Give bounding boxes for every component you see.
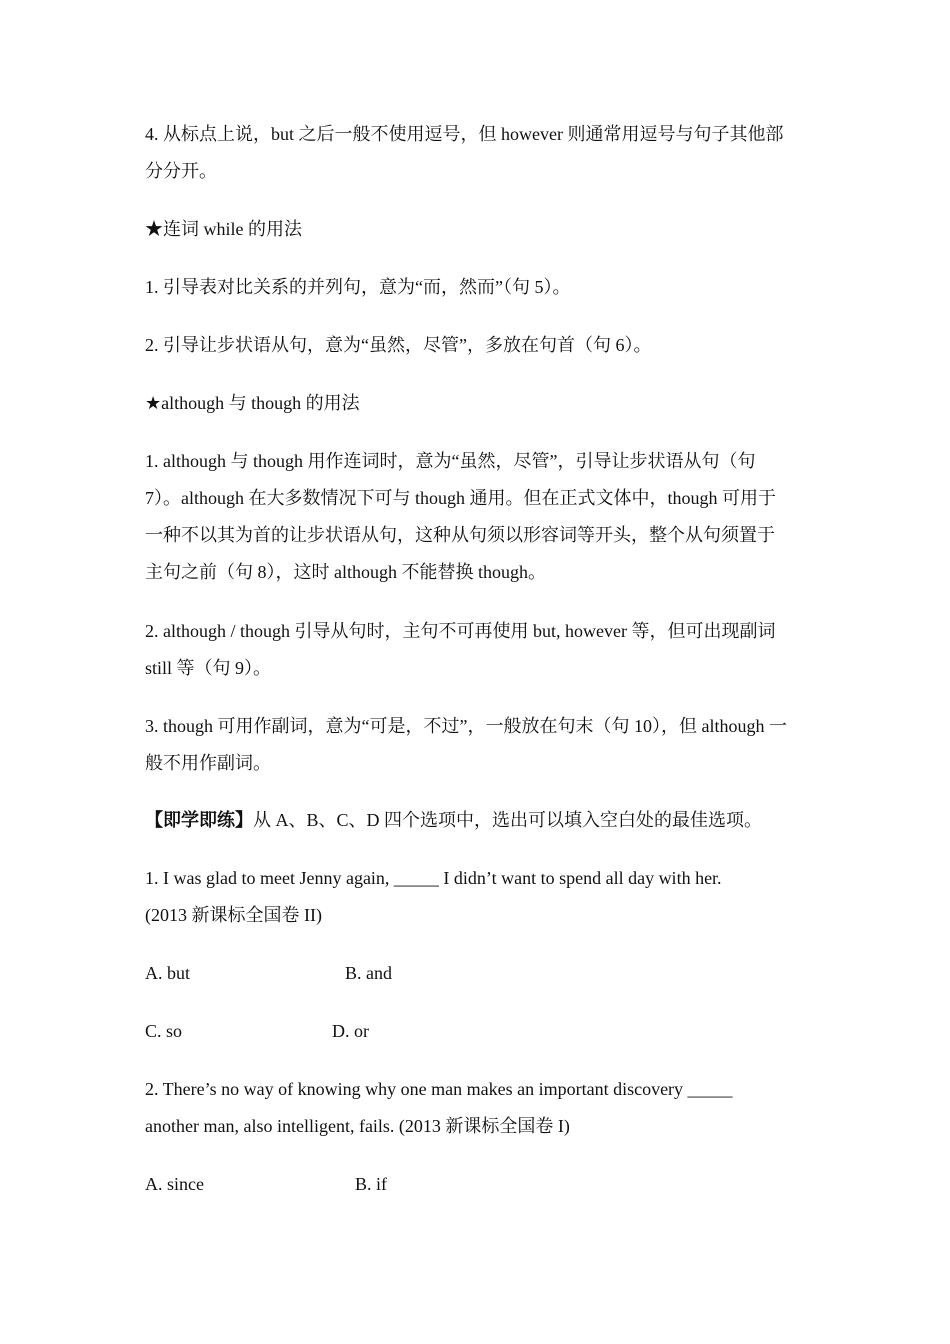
option-b: B. and bbox=[345, 963, 392, 983]
practice-instruction-text: 从 A、B、C、D 四个选项中，选出可以填入空白处的最佳选项。 bbox=[253, 810, 763, 830]
option-a: A. since bbox=[145, 1174, 204, 1194]
text-line: 7）。although 在大多数情况下可与 though 通用。但在正式文体中，though 可用于 bbox=[145, 488, 776, 508]
heading-while-usage: ★连词 while 的用法 bbox=[145, 219, 302, 239]
text-line: 主句之前（句 8），这时 although 不能替换 though。 bbox=[145, 562, 546, 582]
question-2 bbox=[145, 1071, 815, 1145]
text-line: 般不用作副词。 bbox=[145, 753, 271, 773]
paragraph-although-1 bbox=[145, 443, 810, 591]
paragraph-although-2 bbox=[145, 613, 810, 687]
question-1 bbox=[145, 860, 825, 934]
paragraph-while-2: 2. 引导让步状语从句，意为“虽然，尽管”，多放在句首（句 6）。 bbox=[145, 335, 652, 355]
text-line: 4. 从标点上说，but 之后一般不使用逗号，但 however 则通常用逗号与句子其他部 bbox=[145, 124, 784, 144]
text-line: still 等（句 9）。 bbox=[145, 658, 272, 678]
text-line: 3. though 可用作副词，意为“可是，不过”，一般放在句末（句 10），但 although 一 bbox=[145, 716, 787, 736]
text-line: 一种不以其为首的让步状语从句，这种从句须以形容词等开头，整个从句须置于 bbox=[145, 525, 775, 545]
option-d: D. or bbox=[332, 1021, 369, 1041]
practice-instruction bbox=[145, 802, 810, 839]
option-a: A. but bbox=[145, 963, 190, 983]
question-text-line: 2. There’s no way of knowing why one man makes an important discovery _____ bbox=[145, 1079, 733, 1099]
question-text-line: another man, also intelligent, fails. (2013 新课标全国卷 I) bbox=[145, 1116, 570, 1136]
question-source: (2013 新课标全国卷 II) bbox=[145, 905, 322, 925]
option-b: B. if bbox=[355, 1174, 388, 1194]
text-line: 分分开。 bbox=[145, 161, 217, 181]
practice-label: 【即学即练】 bbox=[145, 810, 253, 830]
question-text-line: 1. I was glad to meet Jenny again, _____ I didn’t want to spend all day with her. bbox=[145, 868, 722, 888]
paragraph-while-1: 1. 引导表对比关系的并列句，意为“而，然而”（句 5）。 bbox=[145, 277, 571, 297]
heading-although-usage: ★although 与 though 的用法 bbox=[145, 393, 360, 413]
text-line: 1. although 与 though 用作连词时，意为“虽然，尽管”，引导让步状语从句（句 bbox=[145, 451, 756, 471]
paragraph-although-3 bbox=[145, 708, 810, 782]
text-line: 2. although / though 引导从句时，主句不可再使用 but, however 等，但可出现副词 bbox=[145, 621, 776, 641]
option-c: C. so bbox=[145, 1021, 183, 1041]
paragraph-punctuation-note bbox=[145, 116, 810, 190]
